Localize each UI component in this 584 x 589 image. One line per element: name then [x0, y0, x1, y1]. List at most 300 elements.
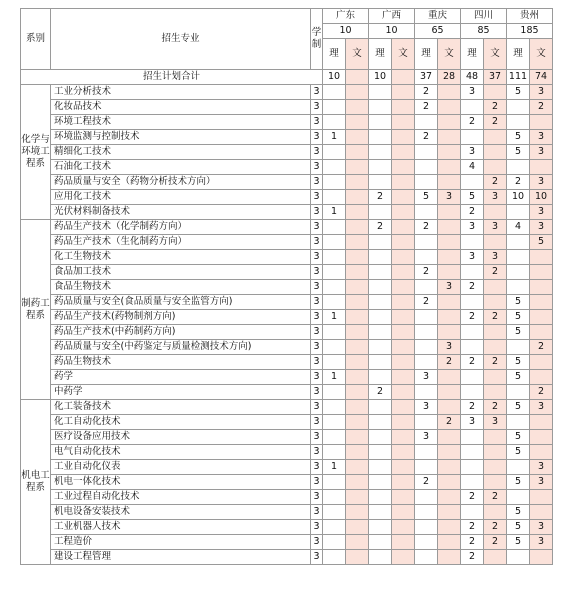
arts-quota-cell	[392, 385, 415, 400]
science-quota-cell	[415, 205, 438, 220]
science-quota-cell	[461, 235, 484, 250]
study-years: 3	[311, 190, 323, 205]
arts-quota-cell	[438, 145, 461, 160]
science-quota-cell	[369, 340, 392, 355]
study-years: 3	[311, 370, 323, 385]
arts-quota-cell: 2	[484, 310, 507, 325]
major-name: 化工自动化技术	[51, 415, 311, 430]
major-name: 建设工程管理	[51, 550, 311, 565]
table-row	[21, 145, 553, 160]
science-quota-cell	[461, 460, 484, 475]
arts-quota-cell	[438, 310, 461, 325]
study-years: 3	[311, 250, 323, 265]
study-years: 3	[311, 550, 323, 565]
major-name: 化工生物技术	[51, 250, 311, 265]
study-years: 3	[311, 235, 323, 250]
table-row	[21, 310, 553, 325]
table-row	[21, 100, 553, 115]
total-label: 招生计划合计	[21, 70, 323, 85]
arts-quota-cell	[346, 475, 369, 490]
science-quota-cell	[415, 520, 438, 535]
arts-quota-cell	[530, 430, 553, 445]
study-years: 3	[311, 265, 323, 280]
science-quota-cell: 2	[415, 130, 438, 145]
science-quota-cell: 5	[507, 130, 530, 145]
arts-quota-cell	[346, 190, 369, 205]
arts-quota-cell: 3	[530, 145, 553, 160]
arts-quota-cell	[484, 130, 507, 145]
study-years: 3	[311, 340, 323, 355]
study-years: 3	[311, 430, 323, 445]
science-quota-cell	[369, 160, 392, 175]
science-quota-cell	[415, 355, 438, 370]
science-quota-cell: 2	[461, 520, 484, 535]
science-quota-cell	[507, 250, 530, 265]
science-quota-cell	[369, 400, 392, 415]
science-quota-cell: 4	[461, 160, 484, 175]
science-quota-cell	[323, 520, 346, 535]
arts-quota-cell	[438, 475, 461, 490]
science-quota-cell: 5	[507, 535, 530, 550]
major-name: 工业机器人技术	[51, 520, 311, 535]
science-quota-cell	[323, 430, 346, 445]
province-quota: 85	[461, 24, 507, 39]
science-quota-cell: 5	[415, 190, 438, 205]
science-quota-cell	[369, 430, 392, 445]
arts-quota-cell	[484, 85, 507, 100]
science-quota-cell: 2	[461, 310, 484, 325]
province-name: 广西	[369, 9, 415, 24]
science-quota-cell	[507, 340, 530, 355]
science-quota-cell: 10	[507, 190, 530, 205]
arts-quota-cell: 3	[438, 340, 461, 355]
arts-quota-cell	[438, 550, 461, 565]
table-row	[21, 325, 553, 340]
science-quota-cell	[369, 115, 392, 130]
science-quota-cell	[461, 370, 484, 385]
science-quota-cell	[323, 340, 346, 355]
science-quota-cell	[507, 385, 530, 400]
arts-quota-cell	[530, 445, 553, 460]
arts-quota-cell	[438, 220, 461, 235]
science-quota-cell	[323, 415, 346, 430]
science-quota-cell	[369, 250, 392, 265]
major-name: 电气自动化技术	[51, 445, 311, 460]
science-quota-cell: 2	[369, 385, 392, 400]
science-quota-cell	[323, 280, 346, 295]
arts-quota-cell	[346, 100, 369, 115]
dept-header: 系别	[21, 9, 51, 70]
arts-quota-cell: 5	[530, 235, 553, 250]
table-row	[21, 175, 553, 190]
arts-quota-cell	[346, 355, 369, 370]
science-quota-cell	[461, 100, 484, 115]
science-quota-cell	[415, 325, 438, 340]
science-quota-cell	[323, 175, 346, 190]
science-quota-cell: 2	[461, 490, 484, 505]
arts-quota-cell	[392, 115, 415, 130]
science-quota-cell	[323, 535, 346, 550]
science-quota-cell	[461, 130, 484, 145]
science-quota-cell: 5	[507, 430, 530, 445]
major-name: 机电一体化技术	[51, 475, 311, 490]
science-quota-cell	[507, 100, 530, 115]
study-years: 3	[311, 325, 323, 340]
arts-quota-cell	[438, 400, 461, 415]
table-row	[21, 460, 553, 475]
arts-quota-cell	[484, 160, 507, 175]
table-row	[21, 190, 553, 205]
table-row	[21, 355, 553, 370]
arts-quota-cell	[392, 535, 415, 550]
science-quota-cell	[461, 265, 484, 280]
arts-quota-cell	[346, 160, 369, 175]
science-quota-cell: 2	[415, 220, 438, 235]
arts-quota-cell	[484, 385, 507, 400]
science-quota-cell	[415, 175, 438, 190]
science-quota-cell	[461, 175, 484, 190]
arts-quota-cell: 2	[484, 490, 507, 505]
study-years: 3	[311, 310, 323, 325]
total-cell	[346, 70, 369, 85]
study-years: 3	[311, 220, 323, 235]
science-quota-cell	[323, 250, 346, 265]
total-cell: 37	[415, 70, 438, 85]
arts-quota-cell	[392, 250, 415, 265]
science-quota-cell	[323, 550, 346, 565]
science-quota-cell	[369, 370, 392, 385]
study-years: 3	[311, 505, 323, 520]
science-quota-cell	[415, 340, 438, 355]
science-header: 理	[369, 39, 392, 70]
arts-quota-cell	[346, 85, 369, 100]
table-row	[21, 385, 553, 400]
science-quota-cell	[369, 280, 392, 295]
major-name: 药品质量与安全（药物分析技术方向）	[51, 175, 311, 190]
science-quota-cell: 1	[323, 130, 346, 145]
arts-quota-cell	[346, 235, 369, 250]
arts-quota-cell	[438, 490, 461, 505]
science-quota-cell	[369, 310, 392, 325]
arts-quota-cell	[484, 505, 507, 520]
arts-quota-cell: 2	[438, 415, 461, 430]
study-years: 3	[311, 490, 323, 505]
science-quota-cell: 2	[415, 100, 438, 115]
arts-quota-cell	[346, 370, 369, 385]
science-quota-cell	[369, 505, 392, 520]
arts-quota-cell	[530, 295, 553, 310]
science-quota-cell	[461, 475, 484, 490]
arts-quota-cell	[484, 340, 507, 355]
arts-quota-cell	[484, 295, 507, 310]
science-quota-cell	[323, 295, 346, 310]
science-quota-cell: 1	[323, 460, 346, 475]
table-row	[21, 220, 553, 235]
study-years: 3	[311, 535, 323, 550]
arts-quota-cell: 3	[484, 250, 507, 265]
table-row	[21, 340, 553, 355]
science-quota-cell	[415, 280, 438, 295]
science-quota-cell	[415, 310, 438, 325]
major-name: 食品加工技术	[51, 265, 311, 280]
science-quota-cell	[415, 250, 438, 265]
major-name: 药品生产技术（化学制药方向）	[51, 220, 311, 235]
arts-quota-cell: 3	[484, 415, 507, 430]
major-name: 精细化工技术	[51, 145, 311, 160]
arts-quota-cell	[438, 85, 461, 100]
province-quota: 185	[507, 24, 553, 39]
arts-quota-cell	[346, 550, 369, 565]
science-header: 理	[323, 39, 346, 70]
table-row	[21, 475, 553, 490]
arts-quota-cell	[530, 505, 553, 520]
science-quota-cell: 5	[507, 370, 530, 385]
arts-quota-cell	[484, 325, 507, 340]
arts-quota-cell	[392, 370, 415, 385]
science-quota-cell	[415, 160, 438, 175]
study-years: 3	[311, 145, 323, 160]
arts-quota-cell	[530, 265, 553, 280]
arts-quota-cell	[346, 340, 369, 355]
science-quota-cell: 3	[461, 415, 484, 430]
science-quota-cell	[507, 490, 530, 505]
science-quota-cell	[323, 100, 346, 115]
major-name: 机电设备安装技术	[51, 505, 311, 520]
arts-quota-cell	[346, 430, 369, 445]
arts-quota-cell	[484, 145, 507, 160]
arts-header: 文	[484, 39, 507, 70]
study-years: 3	[311, 175, 323, 190]
arts-quota-cell	[438, 175, 461, 190]
major-name: 工业分析技术	[51, 85, 311, 100]
major-name: 光伏材料制备技术	[51, 205, 311, 220]
science-quota-cell	[323, 220, 346, 235]
science-quota-cell	[369, 355, 392, 370]
arts-quota-cell: 2	[484, 175, 507, 190]
major-name: 药品生产技术（生化制药方向）	[51, 235, 311, 250]
major-name: 食品生物技术	[51, 280, 311, 295]
arts-quota-cell	[392, 520, 415, 535]
major-header: 招生专业	[51, 9, 311, 70]
science-quota-cell: 1	[323, 205, 346, 220]
arts-quota-cell: 3	[484, 220, 507, 235]
total-cell: 48	[461, 70, 484, 85]
major-name: 药学	[51, 370, 311, 385]
science-quota-cell	[323, 160, 346, 175]
arts-quota-cell	[346, 280, 369, 295]
arts-quota-cell	[392, 475, 415, 490]
table-row	[21, 400, 553, 415]
science-quota-cell	[323, 265, 346, 280]
science-quota-cell	[507, 415, 530, 430]
arts-quota-cell: 3	[530, 175, 553, 190]
science-quota-cell	[415, 505, 438, 520]
table-row	[21, 265, 553, 280]
arts-quota-cell: 3	[530, 205, 553, 220]
total-cell: 74	[530, 70, 553, 85]
arts-quota-cell	[484, 235, 507, 250]
arts-header: 文	[438, 39, 461, 70]
table-row	[21, 160, 553, 175]
arts-quota-cell	[346, 265, 369, 280]
science-quota-cell: 3	[415, 430, 438, 445]
science-quota-cell: 3	[461, 250, 484, 265]
study-years: 3	[311, 130, 323, 145]
arts-header: 文	[392, 39, 415, 70]
arts-quota-cell	[438, 520, 461, 535]
arts-quota-cell	[392, 340, 415, 355]
science-quota-cell	[369, 550, 392, 565]
science-quota-cell	[323, 85, 346, 100]
science-quota-cell	[369, 85, 392, 100]
table-row	[21, 130, 553, 145]
science-quota-cell	[369, 325, 392, 340]
study-years: 3	[311, 280, 323, 295]
study-years: 3	[311, 520, 323, 535]
science-quota-cell	[415, 235, 438, 250]
science-quota-cell	[369, 265, 392, 280]
science-quota-cell	[323, 505, 346, 520]
major-name: 药品生产技术(中药制药方向)	[51, 325, 311, 340]
science-quota-cell: 5	[507, 325, 530, 340]
science-quota-cell	[369, 445, 392, 460]
arts-quota-cell	[346, 175, 369, 190]
science-quota-cell: 1	[323, 370, 346, 385]
arts-quota-cell	[438, 460, 461, 475]
arts-quota-cell	[392, 460, 415, 475]
science-quota-cell	[323, 445, 346, 460]
science-quota-cell: 2	[415, 475, 438, 490]
table-row	[21, 205, 553, 220]
study-years: 3	[311, 100, 323, 115]
arts-quota-cell	[438, 445, 461, 460]
science-quota-cell	[323, 385, 346, 400]
arts-quota-cell	[438, 295, 461, 310]
arts-quota-cell	[346, 250, 369, 265]
science-quota-cell: 2	[461, 115, 484, 130]
arts-quota-cell	[484, 475, 507, 490]
science-quota-cell: 2	[461, 355, 484, 370]
table-row	[21, 295, 553, 310]
arts-quota-cell	[392, 505, 415, 520]
arts-quota-cell	[530, 250, 553, 265]
arts-quota-cell	[346, 460, 369, 475]
length-header: 学制	[311, 9, 323, 70]
science-quota-cell	[369, 520, 392, 535]
arts-quota-cell: 2	[484, 355, 507, 370]
major-name: 化工装备技术	[51, 400, 311, 415]
science-quota-cell: 5	[507, 445, 530, 460]
study-years: 3	[311, 415, 323, 430]
science-quota-cell	[415, 550, 438, 565]
study-years: 3	[311, 385, 323, 400]
science-quota-cell: 5	[507, 400, 530, 415]
table-row	[21, 535, 553, 550]
arts-quota-cell	[346, 115, 369, 130]
province-name: 贵州	[507, 9, 553, 24]
science-quota-cell	[369, 175, 392, 190]
arts-quota-cell	[346, 220, 369, 235]
table-row	[21, 235, 553, 250]
arts-quota-cell	[346, 490, 369, 505]
table-row	[21, 550, 553, 565]
table-row	[21, 505, 553, 520]
arts-quota-cell	[392, 490, 415, 505]
science-quota-cell	[415, 145, 438, 160]
major-name: 药品生产技术(药物制剂方向)	[51, 310, 311, 325]
science-quota-cell	[323, 400, 346, 415]
arts-quota-cell	[438, 130, 461, 145]
arts-quota-cell	[438, 115, 461, 130]
arts-quota-cell	[438, 160, 461, 175]
province-quota: 10	[323, 24, 369, 39]
province-quota: 65	[415, 24, 461, 39]
study-years: 3	[311, 205, 323, 220]
science-quota-cell: 2	[369, 190, 392, 205]
science-quota-cell: 2	[369, 220, 392, 235]
science-quota-cell: 2	[415, 85, 438, 100]
science-quota-cell	[369, 145, 392, 160]
table-row	[21, 250, 553, 265]
study-years: 3	[311, 460, 323, 475]
table-row	[21, 280, 553, 295]
arts-quota-cell	[392, 100, 415, 115]
arts-quota-cell	[438, 505, 461, 520]
arts-quota-cell: 2	[438, 355, 461, 370]
arts-quota-cell: 3	[438, 280, 461, 295]
table-row	[21, 490, 553, 505]
study-years: 3	[311, 445, 323, 460]
arts-quota-cell	[530, 370, 553, 385]
major-name: 环境监测与控制技术	[51, 130, 311, 145]
arts-quota-cell	[530, 160, 553, 175]
science-quota-cell	[461, 325, 484, 340]
arts-quota-cell	[392, 280, 415, 295]
department-name: 化学与环境工程系	[21, 85, 51, 220]
arts-quota-cell: 2	[484, 100, 507, 115]
science-quota-cell	[415, 385, 438, 400]
science-quota-cell	[323, 190, 346, 205]
arts-quota-cell: 3	[530, 400, 553, 415]
arts-quota-cell	[346, 205, 369, 220]
total-row	[21, 70, 553, 85]
arts-header: 文	[530, 39, 553, 70]
arts-quota-cell	[392, 175, 415, 190]
arts-quota-cell	[392, 445, 415, 460]
arts-quota-cell	[484, 445, 507, 460]
arts-quota-cell: 3	[530, 535, 553, 550]
arts-quota-cell	[392, 190, 415, 205]
science-quota-cell	[415, 490, 438, 505]
science-quota-cell	[507, 115, 530, 130]
arts-quota-cell	[438, 265, 461, 280]
science-header: 理	[507, 39, 530, 70]
science-quota-cell: 3	[461, 85, 484, 100]
arts-quota-cell	[392, 415, 415, 430]
science-quota-cell: 1	[323, 310, 346, 325]
major-name: 化妆品技术	[51, 100, 311, 115]
science-quota-cell	[415, 415, 438, 430]
arts-quota-cell	[530, 115, 553, 130]
total-cell: 111	[507, 70, 530, 85]
arts-quota-cell	[484, 205, 507, 220]
arts-quota-cell: 3	[530, 130, 553, 145]
arts-quota-cell	[346, 535, 369, 550]
arts-quota-cell: 2	[484, 535, 507, 550]
arts-quota-cell	[484, 460, 507, 475]
arts-quota-cell	[530, 280, 553, 295]
arts-quota-cell	[346, 520, 369, 535]
